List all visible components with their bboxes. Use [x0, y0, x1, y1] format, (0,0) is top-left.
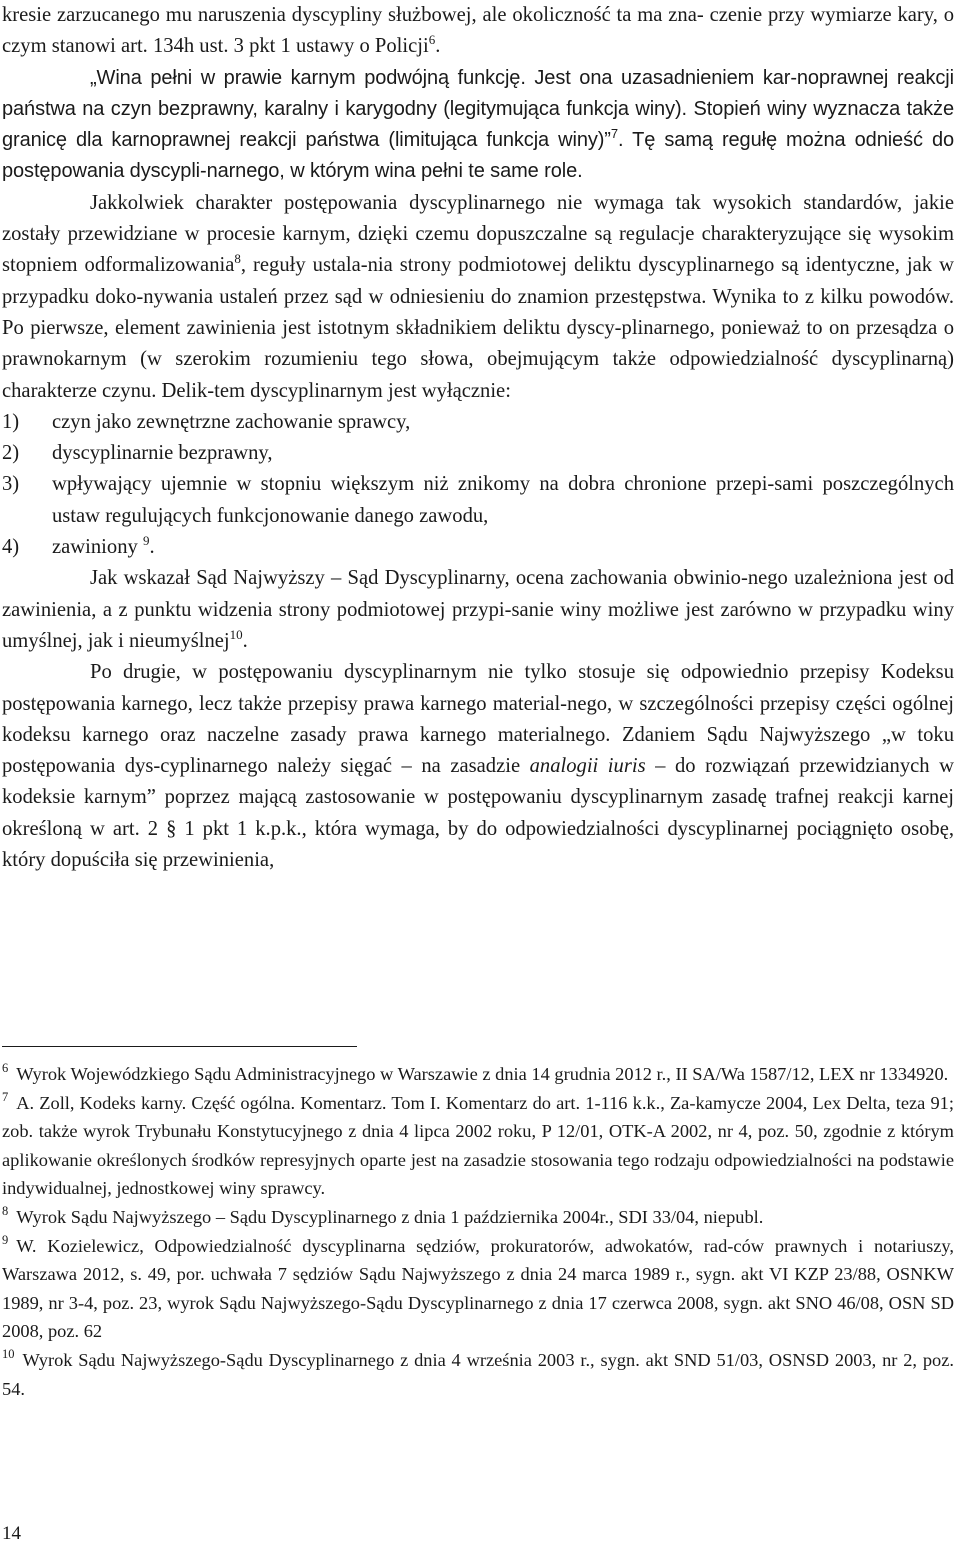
list-number: 1) — [2, 410, 20, 433]
paragraph-jakkolwiek — [2, 188, 954, 407]
footnote-text: Wyrok Sądu Najwyższego – Sądu Dyscyplinarnego z dnia 1 października 2004r., SDI 33/04, niepubl. — [16, 1206, 764, 1227]
text-fragment: . — [435, 35, 441, 58]
paragraph-po-drugie — [2, 657, 954, 876]
footnotes — [2, 1060, 954, 1403]
text-line: kresie zarzucanego mu naruszenia dyscypliny służbowej, ale okoliczność ta ma zna- — [2, 4, 704, 26]
text-fragment: . Tę samą regułę można odnieść do postępowania dyscypli-narnego, w którym wina pełni te same role. — [2, 129, 954, 183]
footnote-mark: 7 — [2, 1089, 9, 1104]
text-fragment: Jakkolwiek charakter postępowania dyscyplinarnego nie wymaga tak wysokich standardów, jakie zostały przewidziane w procesie karnym, dzięki czemu dopuszczalne są regulacje charakteryzujące się wysokim stopniem odformalizowania — [2, 191, 954, 277]
footnote-text: A. Zoll, Kodeks karny. Część ogólna. Komentarz. Tom I. Komentarz do art. 1-116 k.k., Za-kamycze 2004, Lex Delta, teza 91; zob. także wyrok Trybunału Konstytucyjnego z dnia 4 lipca 2002 roku, P 12/01, OTK-A 2002, nr 4, poz. 50, zgodnie z którym aplikowanie określonych środków represyjnych oparte jest na zasadzie stosowania tego rodzaju odpowiedzialności na podstawie indywidualnej, jednostkowej winy sprawcy. — [2, 1092, 954, 1199]
text-fragment: Po drugie, w postępowaniu dyscyplinarnym nie tylko stosuje się odpowiednio przepisy Kodeksu postępowania karnego, lecz także przepisy prawa karnego material-nego, w szczególności przepisy części ogólnej kodeksu karnego oraz naczelne zasady prawa karnego materialnego. Zdaniem Sądu Najwyższego „w toku postępowania dys-cyplinarnego należy sięgać – na zasadzie — [2, 661, 954, 778]
footnote-ref: 6 — [428, 32, 436, 48]
text-fragment: . — [149, 536, 155, 559]
footnote — [2, 1232, 954, 1346]
paragraph-continuation — [2, 0, 954, 63]
main-text — [2, 0, 954, 876]
footnote — [2, 1089, 954, 1203]
list-text: czyn jako zewnętrzne zachowanie sprawcy, — [52, 410, 411, 433]
paragraph-quote-wina — [2, 63, 954, 188]
footnote — [2, 1346, 954, 1403]
footnote-mark: 6 — [2, 1061, 9, 1075]
italic-term: analogii iuris — [529, 755, 646, 778]
text-fragment: Stopień winy wyznacza także granicę dla karnoprawnej reakcji państwa (limitująca funkcja winy)” — [2, 97, 954, 152]
footnote-ref: 7 — [610, 126, 619, 142]
list-text: dyscyplinarnie bezprawny, — [52, 442, 273, 465]
paragraph-sad-najwyzszy — [2, 563, 954, 657]
text-fragment: . — [242, 629, 248, 652]
text-fragment: , reguły ustala-nia strony podmiotowej deliktu dyscyplinarnego są identyczne, jak w przypadku doko-nywania ustaleń przez sąd w odniesieniu do znamion przestępstwa. Wynika to z kilku powodów. Po pierwsze, element zawinienia jest istotnym składnikiem deliktu dyscy-plinarnego, ponieważ to on przesądza o prawnokarnym (w szerokim rozumieniu tego słowa, obejmującym także odpowiedzialność dyscyplinarną) charakterze czynu. Delik-tem dyscyplinarnym jest wyłącznie: — [2, 254, 954, 402]
footnote-separator — [2, 1046, 357, 1047]
page-number: 14 — [2, 1523, 21, 1544]
list-text: zawiniony — [52, 536, 138, 559]
list-number: 3) — [2, 473, 20, 496]
list-item — [2, 469, 954, 532]
footnote-mark: 9 — [2, 1232, 9, 1247]
text-fragment: Jak wskazał Sąd Najwyższy – Sąd Dyscyplinarny, ocena zachowania obwinio-nego uzależniona jest od zawinienia, a z punktu widzenia strony podmiotowej przypi-sanie winy możliwe jest zarówno w przypadku winy umyślnej, jak i nieumyślnej — [2, 567, 954, 652]
text-fragment: „Wina pełni w prawie karnym podwójną funkcję. — [90, 66, 526, 89]
footnote-ref: 8 — [234, 251, 241, 267]
list-number: 2) — [2, 442, 20, 465]
footnote-mark: 10 — [2, 1346, 15, 1361]
footnote-ref: 9 — [142, 533, 150, 549]
footnote — [2, 1203, 954, 1232]
list-number: 4) — [2, 536, 20, 559]
list-item — [2, 438, 954, 469]
list-item — [2, 532, 954, 563]
text-line: czenie przy wymiarze kary, o czym stanowi art. 134h ust. 3 pkt 1 ustawy o Policji — [2, 4, 954, 58]
list-item — [2, 407, 954, 438]
footnote-text: Wyrok Sądu Najwyższego-Sądu Dyscyplinarnego z dnia 4 września 2003 r., sygn. akt SND 51/03, OSNSD 2003, nr 2, poz. 54. — [2, 1349, 954, 1399]
footnote-mark: 8 — [2, 1203, 9, 1218]
footnote-ref: 10 — [229, 626, 243, 642]
delikt-list — [2, 407, 954, 563]
text-fragment: Jest ona uzasadnieniem kar-noprawnej reakcji państwa na czyn bezprawny, karalny i karygodny (legitymująca funkcja winy). — [2, 66, 954, 120]
text-fragment: – do rozwiązań przewidzianych w kodeksie karnym” poprzez mającą zastosowanie w postępowaniu dyscyplinarnym zasadę trafnej reakcji karnej określoną w art. 2 § 1 pkt 1 k.p.k., która wymaga, by do odpowiedzialności dyscyplinarnej pociągnięto osobę, który dopuściła się przewinienia, — [2, 755, 955, 872]
footnote-text: Wyrok Wojewódzkiego Sądu Administracyjnego w Warszawie z dnia 14 grudnia 2012 r., II SA/Wa 1587/12, LEX nr 1334920. — [16, 1064, 949, 1084]
footnote-text: W. Kozielewicz, Odpowiedzialność dyscyplinarna sędziów, prokuratorów, adwokatów, rad-ców prawnych i notariuszy, Warszawa 2012, s. 49, por. uchwała 7 sędziów Sądu Najwyższego z dnia 24 marca 1989 r., sygn. akt VI KZP 23/88, OSNKW 1989, nr 3-4, poz. 23, wyrok Sądu Najwyższego-Sądu Dyscyplinarnego z dnia 17 czerwca 2008, sygn. akt SNO 46/08, OSN SD 2008, poz. 62 — [2, 1235, 954, 1342]
footnote — [2, 1060, 954, 1089]
list-text: wpływający ujemnie w stopniu większym niż znikomy na dobra chronione przepi-sami poszczególnych ustaw regulujących funkcjonowanie danego zawodu, — [52, 473, 954, 527]
